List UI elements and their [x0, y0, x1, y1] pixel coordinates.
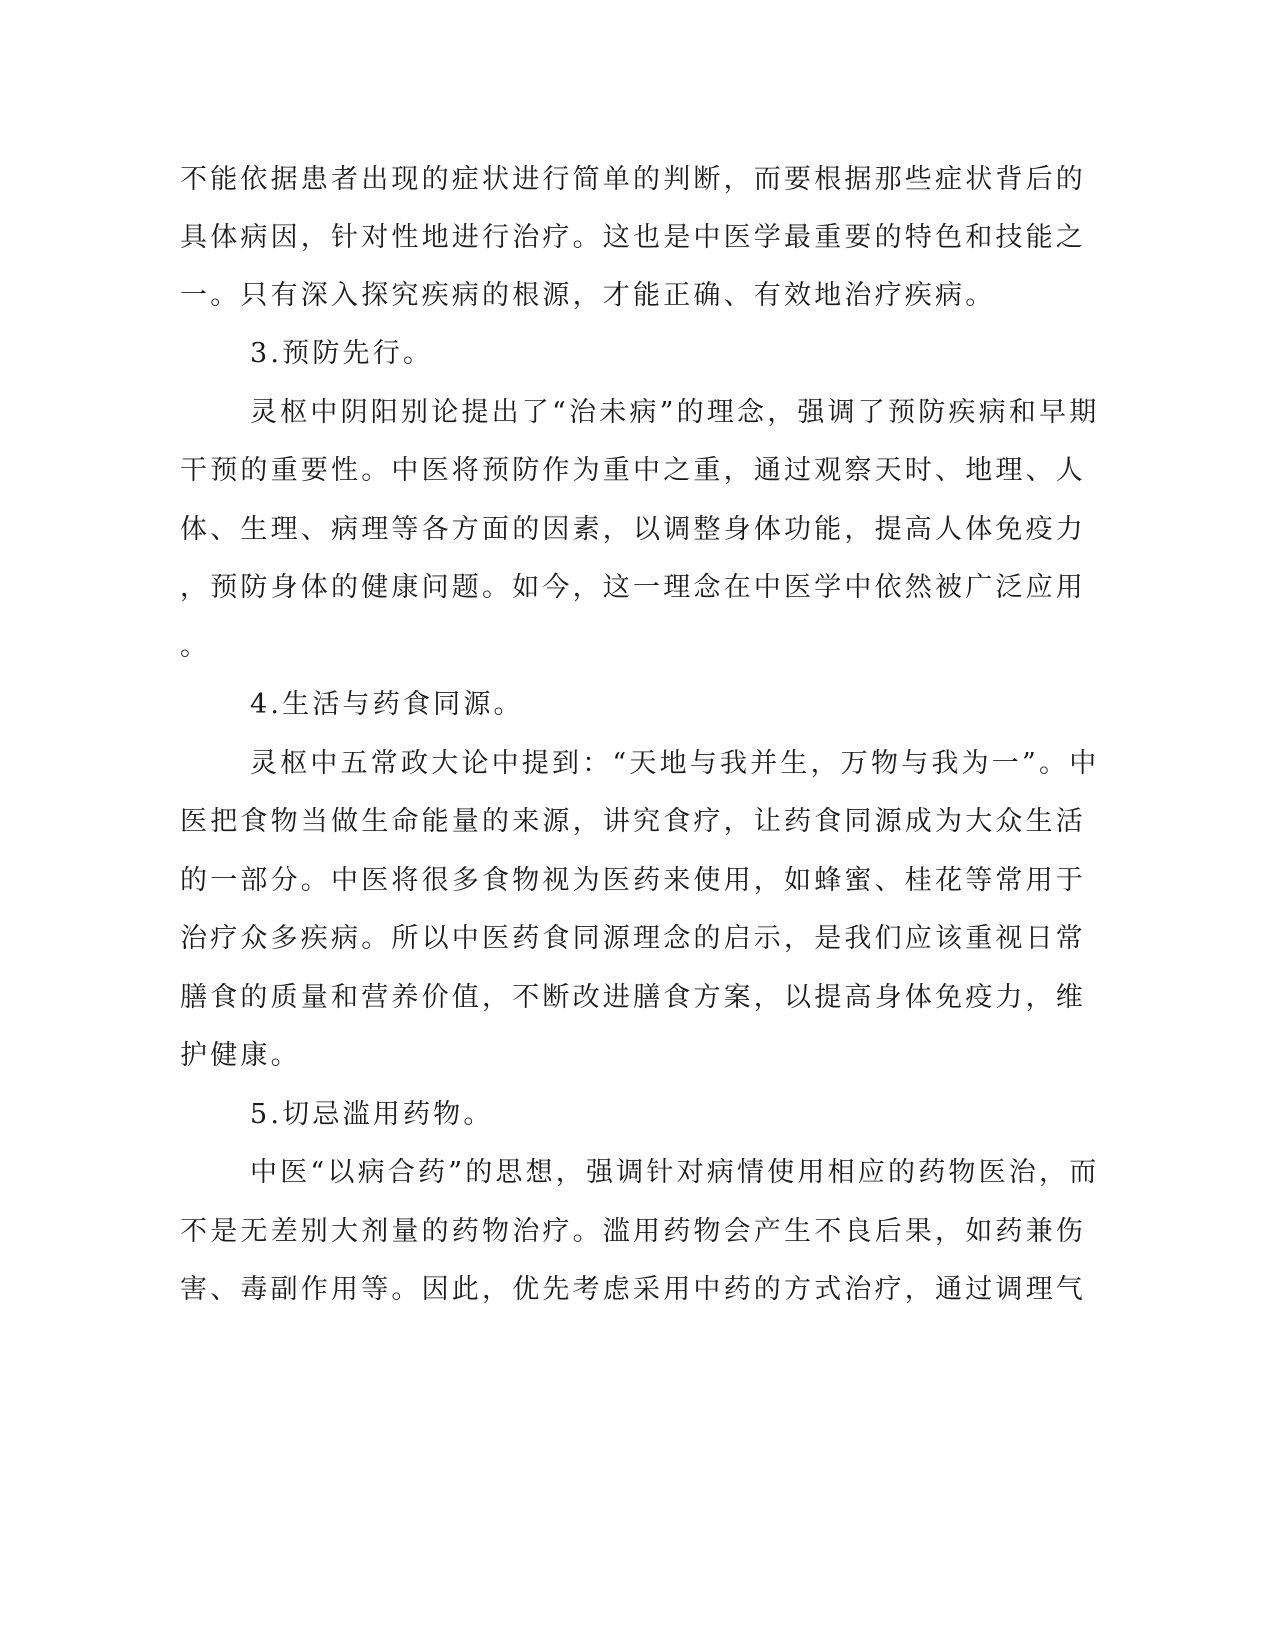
- section-heading-4: 4.生活与药食同源。: [250, 689, 524, 720]
- body-text-line: 一。只有深入探究疾病的根源，才能正确、有效地治疗疾病。: [180, 280, 996, 311]
- body-text-line: 护健康。: [180, 1040, 301, 1071]
- body-text-line: 体、生理、病理等各方面的因素，以调整身体功能，提高人体免疫力: [180, 514, 1086, 545]
- body-text-line: ，预防身体的健康问题。如今，这一理念在中医学中依然被广泛应用: [180, 572, 1086, 603]
- paragraph-start-line: 灵枢中阴阳别论提出了“治未病”的理念，强调了预防疾病和早期: [250, 397, 1100, 428]
- body-text-line: 治疗众多疾病。所以中医药食同源理念的启示，是我们应该重视日常: [180, 923, 1086, 954]
- section-heading-3: 3.预防先行。: [250, 338, 434, 369]
- body-text-line: 不是无差别大剂量的药物治疗。滥用药物会产生不良后果，如药兼伤: [180, 1216, 1086, 1247]
- paragraph-start-line: 中医“以病合药”的思想，强调针对病情使用相应的药物医治，而: [250, 1157, 1100, 1188]
- body-text-line: 不能依据患者出现的症状进行简单的判断，而要根据那些症状背后的: [180, 164, 1086, 195]
- body-text-line: 干预的重要性。中医将预防作为重中之重，通过观察天时、地理、人: [180, 455, 1086, 486]
- section-heading-5: 5.切忌滥用药物。: [250, 1099, 494, 1130]
- body-text-line: 医把食物当做生命能量的来源，讲究食疗，让药食同源成为大众生活: [180, 806, 1086, 837]
- body-text-line: 具体病因，针对性地进行治疗。这也是中医学最重要的特色和技能之: [180, 222, 1086, 253]
- body-text-line: 的一部分。中医将很多食物视为医药来使用，如蜂蜜、桂花等常用于: [180, 865, 1086, 896]
- body-text-line: 膳食的质量和营养价值，不断改进膳食方案，以提高身体免疫力，维: [180, 982, 1086, 1013]
- body-text-line: 害、毒副作用等。因此，优先考虑采用中药的方式治疗，通过调理气: [180, 1274, 1086, 1305]
- paragraph-start-line: 灵枢中五常政大论中提到：“天地与我并生，万物与我为一”。中: [250, 748, 1100, 779]
- body-text-line: 。: [180, 631, 211, 662]
